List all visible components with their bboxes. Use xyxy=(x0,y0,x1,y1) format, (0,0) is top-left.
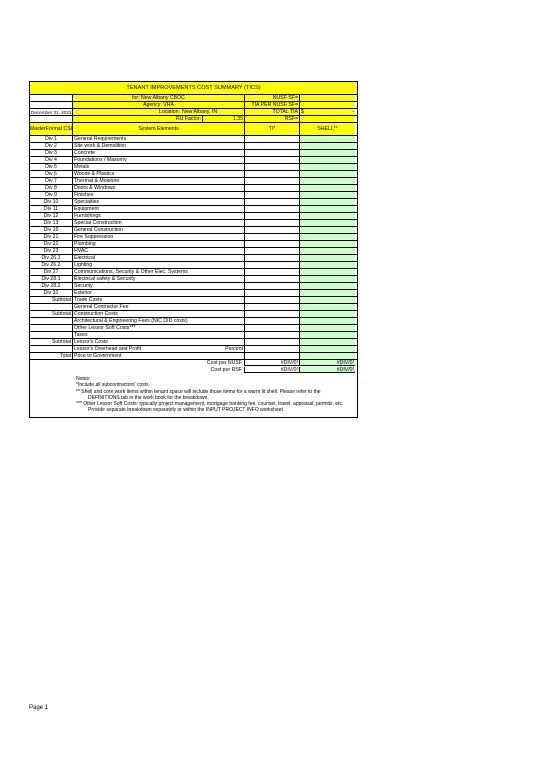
division-code: Div 12 xyxy=(30,213,73,219)
division-name: Security xyxy=(73,283,245,289)
division-row xyxy=(30,185,357,192)
cost-per-rsf-row xyxy=(30,367,357,374)
division-shell-cell[interactable] xyxy=(300,178,355,184)
note-2-cont: DEFINITIONS tab in the work book for the breakdown. xyxy=(88,394,209,401)
division-row xyxy=(30,255,357,262)
division-ti-cell[interactable] xyxy=(245,178,300,184)
division-shell-cell[interactable] xyxy=(300,276,355,282)
division-code: Div 1 xyxy=(30,136,73,142)
division-name: Electrical safety & Security xyxy=(73,276,245,282)
division-shell-cell[interactable] xyxy=(300,262,355,268)
division-name: Equipment xyxy=(73,206,245,212)
division-row xyxy=(30,269,357,276)
division-row xyxy=(30,234,357,241)
division-name: Doors & Windows xyxy=(73,185,245,191)
division-ti-cell[interactable] xyxy=(245,199,300,205)
division-name: Specialties xyxy=(73,199,245,205)
division-shell-cell[interactable] xyxy=(300,227,355,233)
note-3: *** Other Lessor Soft Costs: typically project management, mortgage banking fee, counsel, travel, appraisal, permits, etc. xyxy=(76,401,344,408)
note-2: ** Shell and core work items within tenant space will include those items for a warm lit shell. Please refer to the xyxy=(76,388,321,395)
division-row xyxy=(30,213,357,220)
division-row xyxy=(30,262,357,269)
construction-costs-row: Subtotal Construction Costs xyxy=(30,311,357,318)
division-name: Metals xyxy=(73,164,245,170)
division-ti-cell[interactable] xyxy=(245,248,300,254)
division-name: Special Construction xyxy=(73,220,245,226)
rsf-value[interactable] xyxy=(300,116,355,122)
division-ti-cell[interactable] xyxy=(245,290,300,296)
division-shell-cell[interactable] xyxy=(300,206,355,212)
division-row xyxy=(30,157,357,164)
division-name: Communications, Security & Other Elec. Systems xyxy=(73,269,245,275)
shell-column-header: SHELL** xyxy=(300,123,355,135)
division-shell-cell[interactable] xyxy=(300,150,355,156)
title-row xyxy=(30,82,357,95)
cost-per-nusf-label: Cost per NUSF xyxy=(206,360,242,366)
division-shell-cell[interactable] xyxy=(300,171,355,177)
price-to-government-row: Total Price to Government xyxy=(30,353,357,360)
report-date: December 31, 2023 xyxy=(31,110,72,115)
division-name: HVAC xyxy=(73,248,245,254)
other-soft-costs-row: Other Lessor Soft Costs*** xyxy=(30,325,357,332)
division-name: Woods & Plastics xyxy=(73,171,245,177)
division-rows xyxy=(30,136,357,297)
overhead-row: Lessor's Overhead and Profit Percent xyxy=(30,346,357,353)
nusf-label: NUSF SF= xyxy=(245,95,300,101)
cost-per-nusf-row xyxy=(30,360,357,367)
ti-cost-per-rsf: #DIV/0! xyxy=(245,367,300,373)
division-name: General Construction xyxy=(73,227,245,233)
ae-fees-row: Architectural & Engineering Fees (NIC DID costs) xyxy=(30,318,357,325)
trade-costs-row: Subtotal Trade Costs xyxy=(30,297,357,304)
division-name: Thermal & Moisture xyxy=(73,178,245,184)
ti-per-nusf-label: TIA PER NUSF SF= xyxy=(245,102,300,108)
division-name: General Requirements xyxy=(73,136,245,142)
division-row xyxy=(30,220,357,227)
division-shell-cell[interactable] xyxy=(300,136,355,142)
division-row xyxy=(30,276,357,283)
division-ti-cell[interactable] xyxy=(245,136,300,142)
lessors-costs-row: Subtotal Lessor's Costs xyxy=(30,339,357,346)
division-shell-cell[interactable] xyxy=(300,269,355,275)
shell-cost-per-rsf: #DIV/0! xyxy=(300,367,355,373)
elements-column-header: System Elements xyxy=(73,123,245,135)
division-ti-cell[interactable] xyxy=(245,213,300,219)
division-row xyxy=(30,283,357,290)
division-row xyxy=(30,199,357,206)
division-code: Div 9 xyxy=(30,192,73,198)
ti-per-nusf-value[interactable] xyxy=(300,102,355,108)
division-code: Div 11 xyxy=(30,206,73,212)
division-ti-cell[interactable] xyxy=(245,241,300,247)
division-name: Site work & Demolition xyxy=(73,143,245,149)
division-shell-cell[interactable] xyxy=(300,290,355,296)
agency-row xyxy=(30,102,357,109)
page-number: Page 1 xyxy=(29,705,49,711)
notes-heading: Notes: xyxy=(76,376,91,382)
division-code: Div 5 xyxy=(30,164,73,170)
ti-column-header: TI* xyxy=(245,123,300,135)
division-shell-cell[interactable] xyxy=(300,192,355,198)
division-shell-cell[interactable] xyxy=(300,248,355,254)
division-row xyxy=(30,143,357,150)
ru-factor-value[interactable]: 1.35 xyxy=(203,116,245,122)
rsf-label: RSF= xyxy=(245,116,300,122)
division-ti-cell[interactable] xyxy=(245,171,300,177)
division-row xyxy=(30,241,357,248)
division-row xyxy=(30,171,357,178)
division-shell-cell[interactable] xyxy=(300,143,355,149)
division-shell-cell[interactable] xyxy=(300,199,355,205)
division-name: Lighting xyxy=(73,262,245,268)
division-shell-cell[interactable] xyxy=(300,220,355,226)
division-shell-cell[interactable] xyxy=(300,213,355,219)
division-ti-cell[interactable] xyxy=(245,206,300,212)
division-shell-cell[interactable] xyxy=(300,255,355,261)
ru-factor-row xyxy=(30,116,357,123)
location-row xyxy=(30,109,357,116)
taxes-row: Taxes xyxy=(30,332,357,339)
division-row xyxy=(30,164,357,171)
division-shell-cell[interactable] xyxy=(300,157,355,163)
division-row xyxy=(30,150,357,157)
division-code: Div 26.1 xyxy=(30,255,73,261)
division-row xyxy=(30,227,357,234)
division-code: Div 28.2 xyxy=(30,283,73,289)
gc-fee-row: General Contractor Fee xyxy=(30,304,357,311)
division-shell-cell[interactable] xyxy=(300,283,355,289)
division-code: Div 15 xyxy=(30,227,73,233)
division-code: Div 3 xyxy=(30,150,73,156)
column-header-row xyxy=(30,123,357,136)
division-ti-cell[interactable] xyxy=(245,220,300,226)
division-ti-cell[interactable] xyxy=(245,150,300,156)
ru-factor-label: RU Factor: xyxy=(73,116,203,122)
division-row xyxy=(30,136,357,143)
division-name: Finishes xyxy=(73,192,245,198)
cost-per-rsf-label: Cost per RSF xyxy=(210,367,242,373)
note-3-cont: Provide separate breakdown separately or within the INPUT PROJECT INFO worksheet. xyxy=(88,407,285,414)
division-shell-cell[interactable] xyxy=(300,164,355,170)
division-code: Div 28.1 xyxy=(30,276,73,282)
division-code: Div 22 xyxy=(30,241,73,247)
division-ti-cell[interactable] xyxy=(245,185,300,191)
note-1: *Include all subcontractors' costs. xyxy=(76,382,151,389)
division-code: Div 13 xyxy=(30,220,73,226)
notes-section xyxy=(30,374,357,417)
division-ti-cell[interactable] xyxy=(245,262,300,268)
division-shell-cell[interactable] xyxy=(300,185,355,191)
total-tia-label: TOTAL TIA xyxy=(245,109,300,115)
nusf-value[interactable] xyxy=(300,95,355,101)
project-row xyxy=(30,95,357,102)
division-row xyxy=(30,248,357,255)
division-code: Div 27 xyxy=(30,269,73,275)
division-code: Div 6 xyxy=(30,171,73,177)
division-ti-cell[interactable] xyxy=(245,192,300,198)
division-code: Div 4 xyxy=(30,157,73,163)
total-tia-value: $ - xyxy=(301,109,354,115)
division-shell-cell[interactable] xyxy=(300,234,355,240)
location-value: New Albany, IN xyxy=(181,109,245,115)
division-code: Div 10 xyxy=(30,199,73,205)
project-label: for: New Albany CBOC xyxy=(73,95,245,101)
division-code: Div 2 xyxy=(30,143,73,149)
division-ti-cell[interactable] xyxy=(245,234,300,240)
division-ti-cell[interactable] xyxy=(245,164,300,170)
division-ti-cell[interactable] xyxy=(245,255,300,261)
division-code: Div 26.2 xyxy=(30,262,73,268)
ti-cost-per-nusf: #DIV/0! xyxy=(245,360,300,366)
tics-worksheet xyxy=(29,81,358,418)
division-row xyxy=(30,206,357,213)
division-name: Exterior xyxy=(73,290,245,296)
worksheet-title: TENANT IMPROVEMENTS COST SUMMARY (TICS) xyxy=(126,85,261,91)
division-name: Electrical xyxy=(73,255,245,261)
shell-cost-per-nusf: #DIV/0! xyxy=(300,360,355,366)
division-name: Plumbing xyxy=(73,241,245,247)
division-ti-cell[interactable] xyxy=(245,269,300,275)
division-ti-cell[interactable] xyxy=(245,283,300,289)
division-row xyxy=(30,192,357,199)
division-name: Concrete xyxy=(73,150,245,156)
division-shell-cell[interactable] xyxy=(300,241,355,247)
division-row xyxy=(30,178,357,185)
location-label: Location: xyxy=(73,109,181,115)
division-code: Div 21 xyxy=(30,234,73,240)
division-ti-cell[interactable] xyxy=(245,157,300,163)
division-ti-cell[interactable] xyxy=(245,143,300,149)
division-code: Div 32 xyxy=(30,290,73,296)
division-name: Fire Suppression xyxy=(73,234,245,240)
division-name: Foundations / Masonry xyxy=(73,157,245,163)
division-name: Furnishings xyxy=(73,213,245,219)
division-row xyxy=(30,290,357,297)
division-code: Div 7 xyxy=(30,178,73,184)
agency-label: Agency: VHA xyxy=(73,102,245,108)
division-ti-cell[interactable] xyxy=(245,227,300,233)
division-code: Div 8 xyxy=(30,185,73,191)
division-code: Div 23 xyxy=(30,248,73,254)
csi-column-header: MasterFormat CSI xyxy=(30,123,73,135)
division-ti-cell[interactable] xyxy=(245,276,300,282)
